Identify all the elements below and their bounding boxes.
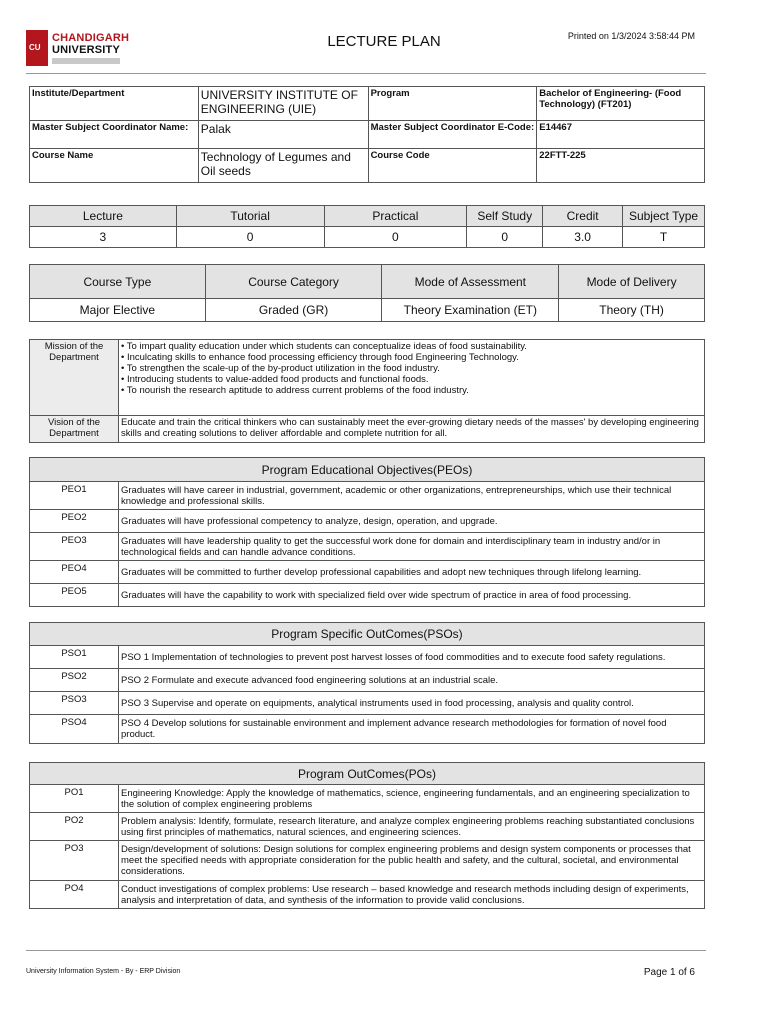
pso-code: PSO3	[30, 692, 119, 715]
hours-practical: 0	[324, 227, 467, 248]
table-row	[30, 813, 705, 841]
table-row	[30, 785, 705, 813]
peo-text: Graduates will be committed to further develop professional capabilities and adopt new techniques through lifelong learning.	[119, 561, 705, 584]
page-number: Page 1 of 6	[643, 967, 695, 978]
coordinator-label: Master Subject Coordinator Name:	[30, 121, 199, 149]
printed-timestamp: Printed on 1/3/2024 3:58:44 PM	[567, 31, 695, 41]
logo-tagline-bar	[52, 58, 120, 64]
hours-tutorial: 0	[176, 227, 324, 248]
mission-item: • Inculcating skills to enhance food processing efficiency through food Engineering Technology.	[121, 352, 519, 363]
table-row	[30, 881, 705, 909]
table-row	[30, 584, 705, 607]
peo-text: Graduates will have professional competency to analyze, design, operation, and upgrade.	[119, 510, 705, 533]
table-row	[30, 692, 705, 715]
ecode-label: Master Subject Coordinator E-Code:	[368, 121, 537, 149]
peo-text: Graduates will have the capability to work with specialized field over wide spectrum of practice in area of food processing.	[119, 584, 705, 607]
course-code-value: 22FTT-225	[537, 149, 705, 183]
po-text: Problem analysis: Identify, formulate, research literature, and analyze complex engineering problems reaching substantiated conclusions using first principles of mathematics, natural sciences, and engineering sciences.	[119, 813, 705, 841]
table-row	[30, 646, 705, 669]
course-type-table	[29, 264, 705, 322]
course-info-table	[29, 86, 705, 183]
peo-text: Graduates will have leadership quality to get the successful work done for domain and interdisciplinary team in industry and/or in technological fields and can handle advance conditions.	[119, 533, 705, 561]
types-header-mode-of-assessment: Mode of Assessment	[382, 265, 559, 299]
peo-table	[29, 457, 705, 607]
pso-code: PSO1	[30, 646, 119, 669]
vision-label: Vision of the Department	[30, 416, 119, 443]
mission-item: • Introducing students to value-added food products and functional foods.	[121, 374, 429, 385]
program-value: Bachelor of Engineering- (Food Technology) (FT201)	[537, 87, 705, 121]
mode-of-assessment-value: Theory Examination (ET)	[382, 299, 559, 322]
table-row	[30, 669, 705, 692]
hours-header-credit: Credit	[543, 206, 623, 227]
hours-credit: 3.0	[543, 227, 623, 248]
peo-title: Program Educational Objectives(PEOs)	[30, 458, 705, 482]
mission-row	[30, 340, 705, 416]
pso-text: PSO 2 Formulate and execute advanced food engineering solutions at an industrial scale.	[119, 669, 705, 692]
peo-text: Graduates will have career in industrial, government, academic or other organizations, entrepreneurships, which use their technical knowledge and professional skills.	[119, 482, 705, 510]
po-title: Program OutComes(POs)	[30, 763, 705, 785]
mission-item: • To nourish the research aptitude to address current problems of the food industry.	[121, 385, 469, 396]
types-header-course-type: Course Type	[30, 265, 206, 299]
po-text: Engineering Knowledge: Apply the knowledge of mathematics, science, engineering fundamentals, and an engineering specialization to the solution of complex engineering problems	[119, 785, 705, 813]
pso-text: PSO 3 Supervise and operate on equipments, analytical instruments used in food processing, analysis and quality control.	[119, 692, 705, 715]
mission-item: • To strengthen the scale-up of the by-product utilization in the food industry.	[121, 363, 440, 374]
po-code: PO2	[30, 813, 119, 841]
po-text: Conduct investigations of complex problems: Use research – based knowledge and research methods including design of experiments, analysis and interpretation of data, and synthesis of the information to provide valid conclusions.	[119, 881, 705, 909]
mission-items	[119, 340, 705, 416]
po-code: PO3	[30, 841, 119, 881]
hours-header-tutorial: Tutorial	[176, 206, 324, 227]
hours-value-row	[30, 227, 705, 248]
hours-header-self-study: Self Study	[467, 206, 543, 227]
types-header-course-category: Course Category	[205, 265, 382, 299]
page-title: LECTURE PLAN	[327, 33, 441, 50]
types-header-mode-of-delivery: Mode of Delivery	[559, 265, 705, 299]
po-code: PO1	[30, 785, 119, 813]
mission-vision-table	[29, 339, 705, 443]
mode-of-delivery-value: Theory (TH)	[559, 299, 705, 322]
info-row-institute	[30, 87, 705, 121]
hours-lecture: 3	[30, 227, 177, 248]
institute-value: UNIVERSITY INSTITUTE OF ENGINEERING (UIE)	[198, 87, 368, 121]
logo-line1: CHANDIGARH	[52, 32, 130, 44]
types-value-row	[30, 299, 705, 322]
po-code: PO4	[30, 881, 119, 909]
table-row	[30, 533, 705, 561]
program-label: Program	[368, 87, 537, 121]
logo-line2: UNIVERSITY	[52, 44, 121, 56]
pso-title: Program Specific OutComes(PSOs)	[30, 623, 705, 646]
types-header-row	[30, 265, 705, 299]
pso-text: PSO 4 Develop solutions for sustainable environment and implement advance research methodologies for formation of novel food product.	[119, 715, 705, 744]
peo-code: PEO4	[30, 561, 119, 584]
po-text: Design/development of solutions: Design solutions for complex engineering problems and design system components or processes that meet the specified needs with appropriate consideration for the public health and safety, and the cultural, societal, and environmental considerations.	[119, 841, 705, 881]
hours-header-practical: Practical	[324, 206, 467, 227]
info-row-coordinator	[30, 121, 705, 149]
course-type-value: Major Elective	[30, 299, 206, 322]
course-name-value: Technology of Legumes and Oil seeds	[198, 149, 368, 183]
pso-code: PSO2	[30, 669, 119, 692]
page-header	[0, 0, 768, 76]
info-row-course	[30, 149, 705, 183]
hours-self-study: 0	[467, 227, 543, 248]
coordinator-value: Palak	[198, 121, 368, 149]
peo-code: PEO5	[30, 584, 119, 607]
hours-subject-type: T	[623, 227, 705, 248]
footer-system-name: University Information System - By - ERP Division	[26, 968, 181, 975]
hours-header-subject-type: Subject Type	[623, 206, 705, 227]
mission-label: Mission of the Department	[30, 340, 119, 416]
pso-text: PSO 1 Implementation of technologies to prevent post harvest losses of food commodities and to execute food safety regulations.	[119, 646, 705, 669]
mission-item: • To impart quality education under which students can conceptualize ideas of food sustainability.	[121, 341, 527, 352]
hours-header-row	[30, 206, 705, 227]
pso-table	[29, 622, 705, 744]
course-name-label: Course Name	[30, 149, 199, 183]
vision-row	[30, 416, 705, 443]
hours-header-lecture: Lecture	[30, 206, 177, 227]
peo-code: PEO2	[30, 510, 119, 533]
logo-mark-text: CU	[29, 43, 41, 52]
peo-code: PEO1	[30, 482, 119, 510]
table-row	[30, 841, 705, 881]
table-row	[30, 561, 705, 584]
hours-table	[29, 205, 705, 248]
table-row	[30, 510, 705, 533]
header-divider	[26, 73, 706, 74]
table-row	[30, 482, 705, 510]
footer-divider	[26, 950, 706, 951]
course-code-label: Course Code	[368, 149, 537, 183]
ecode-value: E14467	[537, 121, 705, 149]
pso-code: PSO4	[30, 715, 119, 744]
institute-label: Institute/Department	[30, 87, 199, 121]
vision-text: Educate and train the critical thinkers who can sustainably meet the ever-growing dietary needs of the masses' by developing engineering skills and creating solutions to deliver affordable and complete nutrition for all.	[119, 416, 705, 443]
course-category-value: Graded (GR)	[205, 299, 382, 322]
peo-code: PEO3	[30, 533, 119, 561]
po-table	[29, 762, 705, 909]
table-row	[30, 715, 705, 744]
